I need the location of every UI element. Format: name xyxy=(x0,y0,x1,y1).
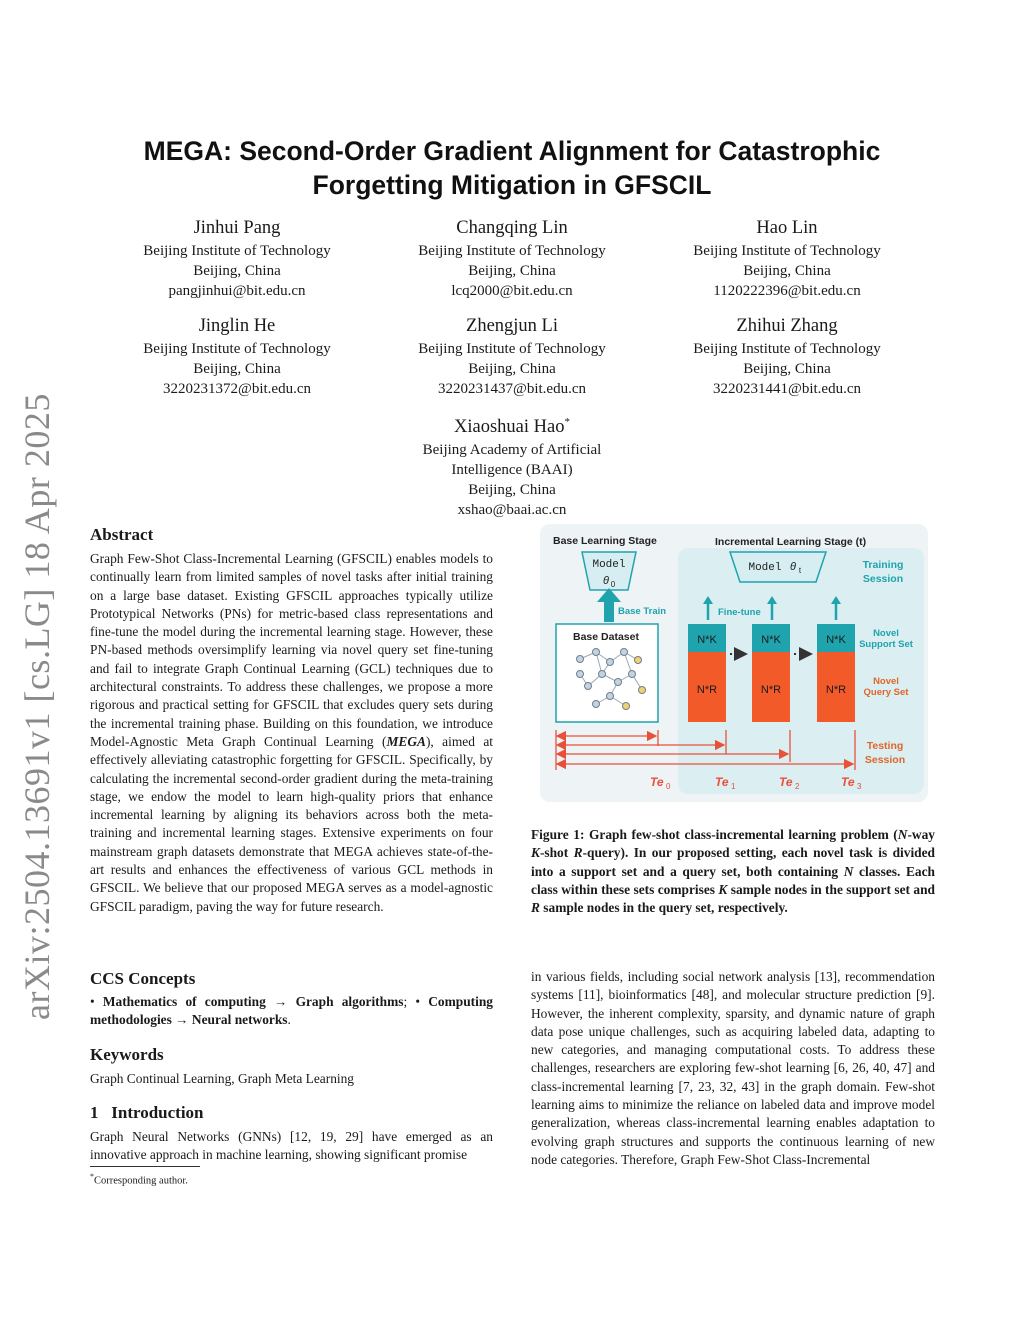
author-name: Changqing Lin xyxy=(456,218,568,238)
abstract-heading: Abstract xyxy=(90,525,154,544)
author-block xyxy=(387,410,637,520)
introduction-continuation xyxy=(531,968,935,1169)
author-name: Jinhui Pang xyxy=(193,218,281,238)
introduction-section xyxy=(90,1102,493,1165)
paper-title: MEGA: Second-Order Gradient Alignment for Catastrophic Forgetting Mitigation in GFSCIL xyxy=(143,136,881,200)
introduction-heading: 1 Introduction xyxy=(90,1103,204,1122)
keywords-heading: Keywords xyxy=(90,1045,164,1064)
incremental-model-label: Model xyxy=(748,562,782,574)
support-label-2: N*K xyxy=(761,634,781,646)
theta-t-symbol: θ xyxy=(790,561,796,573)
author-email[interactable]: xshao@baai.ac.cn xyxy=(457,502,567,519)
ccs-section xyxy=(90,968,493,1030)
author-email[interactable]: 1120222396@bit.edu.cn xyxy=(713,283,861,299)
author-location: Beijing, China xyxy=(743,263,831,279)
base-train-arrow-shaft xyxy=(604,600,614,622)
author-name: Zhengjun Li xyxy=(466,316,558,336)
author-affiliation: Beijing Institute of Technology xyxy=(693,341,881,357)
author-location: Beijing, China xyxy=(468,361,556,377)
base-stage-label: Base Learning Stage xyxy=(553,535,657,547)
training-session-label: Training xyxy=(862,559,904,571)
novel-query-label: Novel xyxy=(873,676,899,687)
author-affiliation: Beijing Academy of Artificial xyxy=(422,442,602,459)
query-label-1: N*R xyxy=(696,684,718,696)
query-label-2: N*R xyxy=(760,684,782,696)
author-name: Hao Lin xyxy=(756,218,818,238)
author-block xyxy=(387,216,637,301)
keywords-text: Graph Continual Learning, Graph Meta Learning xyxy=(90,1071,355,1086)
author-location: Beijing, China xyxy=(193,361,281,377)
figure-1-diagram xyxy=(540,524,928,809)
footnote: *Corresponding author. xyxy=(90,1172,188,1187)
novel-support-label-2: Support Set xyxy=(859,639,913,650)
author-affiliation: Beijing Institute of Technology xyxy=(418,341,606,357)
author-block xyxy=(112,314,362,399)
author-affiliation: Beijing Institute of Technology xyxy=(418,243,606,259)
arxiv-identifier-stamp: arXiv:2504.13691v1 [cs.LG] 18 Apr 2025 xyxy=(17,393,57,1020)
incremental-stage-label: Incremental Learning Stage (t) xyxy=(715,536,867,548)
theta-t-subscript: t xyxy=(798,566,802,575)
abstract-section xyxy=(90,524,493,916)
te-2-subscript: 2 xyxy=(795,782,800,791)
author-affiliation-line2: Intelligence (BAAI) xyxy=(451,462,573,479)
author-location: Beijing, China xyxy=(743,361,831,377)
keywords-section xyxy=(90,1044,493,1088)
author-name: Zhihui Zhang xyxy=(736,316,838,336)
ccs-heading: CCS Concepts xyxy=(90,969,196,988)
author-email[interactable]: 3220231372@bit.edu.cn xyxy=(163,381,311,397)
training-session-label-2: Session xyxy=(862,573,904,585)
base-train-label: Base Train xyxy=(618,606,667,617)
author-name: Jinglin He xyxy=(198,316,276,336)
author-name: Xiaoshuai Hao* xyxy=(454,416,570,438)
te-3-subscript: 3 xyxy=(857,782,862,791)
base-dataset-label: Base Dataset xyxy=(573,631,639,643)
ccs-concepts: • Mathematics of computing → Graph algorithms; • Computing methodologies → Neural networks. xyxy=(90,994,494,1028)
author-email[interactable]: pangjinhui@bit.edu.cn xyxy=(168,283,306,299)
corresponding-mark: * xyxy=(564,416,570,428)
author-block xyxy=(112,216,362,301)
testing-session-label-2: Session xyxy=(864,754,906,766)
introduction-text-right: in various fields, including social network analysis [13], recommendation systems [11], bioinformatics [48], and molecular structure prediction [9]. However, the inherent complexity, sparsity, and dynamic nature of graph data pose unique challenges, such as acquiring labeled data, adapting to new categories, and managing computational costs. To address these challenges, researchers are exploring few-shot learning [6, 26, 40, 47] and class-incremental learning [7, 23, 32, 43] in the graph domain. Few-shot learning aims to minimize the reliance on labeled data and improve model generalization, whereas class-incremental learning enables adaptation to evolving graph structures and supports the continuous learning of new node categories. Therefore, Graph Few-Shot Class-Incremental xyxy=(531,969,935,1167)
support-label-3: N*K xyxy=(826,634,846,646)
fine-tune-label: Fine-tune xyxy=(718,607,761,618)
abstract-text: Graph Few-Shot Class-Incremental Learning (GFSCIL) enables models to continually learn from limited samples of novel tasks after initial training on a large base dataset. Existing GFSCIL approaches typically utilize Prototypical Networks (PNs) for metric-based class representations and fine-tune the model during the incremental learning stage. However, these PN-based methods oversimplify learning via novel query set fine-tuning and fail to integrate Graph Continual Learning (GCL) techniques due to architectural constraints. To address these challenges, we propose a more rigorous and practical setting for GFSCIL that excludes query sets during the incremental training phase. Building on this foundation, we introduce Model-Agnostic Meta Graph Continual Learning (MEGA), aimed at effectively alleviating catastrophic forgetting for GFSCIL. Specifically, by calculating the incremental second-order gradient during the meta-training stage, we endow the model to learn high-quality priors that enhance incremental learning by aligning its behaviors across both the meta-training and incremental learning stages. Extensive experiments on four mainstream graph datasets demonstrate that MEGA achieves state-of-the-art results and enhances the effectiveness of various GCL methods in GFSCIL. We believe that our proposed MEGA serves as a model-agnostic GFSCIL paradigm, paving the way for future research. xyxy=(90,551,493,914)
author-email[interactable]: 3220231441@bit.edu.cn xyxy=(713,381,861,397)
author-block xyxy=(387,314,637,399)
author-affiliation: Beijing Institute of Technology xyxy=(143,341,331,357)
testing-session-label: Testing xyxy=(866,740,904,752)
mega-acronym: MEGA xyxy=(386,733,426,749)
author-affiliation: Beijing Institute of Technology xyxy=(693,243,881,259)
query-label-3: N*R xyxy=(825,684,847,696)
support-label-1: N*K xyxy=(697,634,717,646)
te-0-label: Te xyxy=(650,775,664,789)
author-email[interactable]: lcq2000@bit.edu.cn xyxy=(451,283,573,299)
figure-1-caption xyxy=(531,826,935,917)
introduction-text-left: Graph Neural Networks (GNNs) [12, 19, 29] have emerged as an innovative approach in machine learning, showing significant promise xyxy=(90,1129,493,1163)
te-1-subscript: 1 xyxy=(731,782,736,791)
footnote-divider xyxy=(90,1166,200,1167)
author-block xyxy=(662,216,912,301)
novel-support-label: Novel xyxy=(873,628,899,639)
base-model-trapezoid xyxy=(582,552,636,590)
base-model-label: Model xyxy=(592,559,626,571)
novel-query-label-2: Query Set xyxy=(863,687,909,698)
theta-0-subscript: 0 xyxy=(610,580,616,589)
author-location: Beijing, China xyxy=(468,482,556,499)
author-block xyxy=(662,314,912,399)
theta-0-symbol: θ xyxy=(603,575,609,587)
author-location: Beijing, China xyxy=(193,263,281,279)
author-location: Beijing, China xyxy=(468,263,556,279)
te-3-label: Te xyxy=(841,775,855,789)
author-email[interactable]: 3220231437@bit.edu.cn xyxy=(438,381,586,397)
author-affiliation: Beijing Institute of Technology xyxy=(143,243,331,259)
te-0-subscript: 0 xyxy=(666,782,671,791)
te-1-label: Te xyxy=(715,775,729,789)
te-2-label: Te xyxy=(779,775,793,789)
caption-text: Figure 1: Graph few-shot class-incremental learning problem (N-way K-shot R-query). In our proposed setting, each novel task is divided into a support set and a query set, both containing N classes. Each class within these sets comprises K sample nodes in the support set and R sample nodes in the query set, respectively. xyxy=(531,827,935,916)
